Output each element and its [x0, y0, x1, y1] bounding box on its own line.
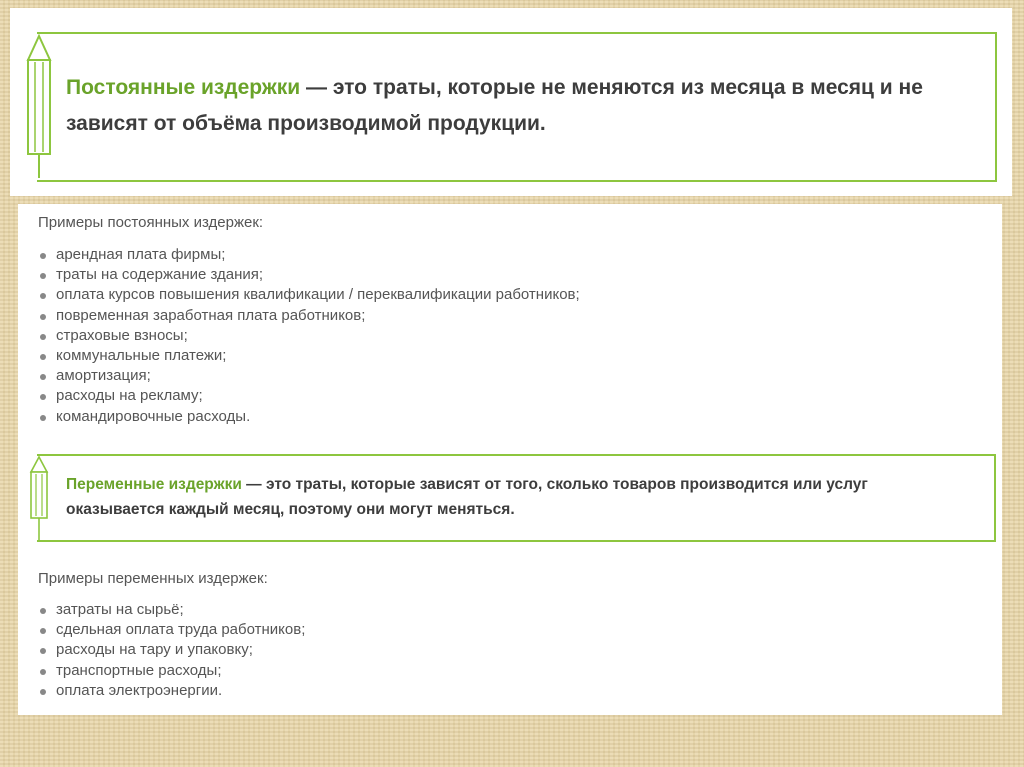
- list-item: расходы на тару и упаковку;: [38, 640, 305, 660]
- pencil-icon: [19, 32, 59, 180]
- list-item: сдельная оплата труда работников;: [38, 620, 305, 640]
- list-item: оплата электроэнергии.: [38, 681, 305, 701]
- list-item: траты на содержание здания;: [38, 265, 580, 285]
- list-item: расходы на рекламу;: [38, 386, 580, 406]
- list-item: арендная плата фирмы;: [38, 245, 580, 265]
- list-item: затраты на сырьё;: [38, 600, 305, 620]
- list-item: амортизация;: [38, 366, 580, 386]
- definition-fixed-text: — это траты, которые не меняются из месяца в месяц и не зависят от объёма производимой продукции.: [66, 76, 923, 135]
- examples-heading-fixed: Примеры постоянных издержек:: [38, 214, 264, 231]
- examples-heading-variable: Примеры переменных издержек:: [38, 570, 268, 587]
- definition-variable-costs: [66, 472, 966, 522]
- term-variable-costs: Переменные издержки: [66, 476, 242, 493]
- term-fixed-costs: Постоянные издержки: [66, 76, 301, 99]
- examples-list-fixed: [38, 245, 580, 427]
- list-item: повременная заработная плата работников;: [38, 306, 580, 326]
- list-item: страховые взносы;: [38, 326, 580, 346]
- definition-fixed-costs: [66, 70, 966, 142]
- examples-list-variable: [38, 600, 305, 701]
- pencil-icon: [26, 454, 52, 542]
- list-item: транспортные расходы;: [38, 661, 305, 681]
- definition-variable-text: — это траты, которые зависят от того, сколько товаров производится или услуг оказывается каждый месяц, поэтому они могут меняться.: [66, 476, 868, 518]
- list-item: коммунальные платежи;: [38, 346, 580, 366]
- list-item: оплата курсов повышения квалификации / переквалификации работников;: [38, 285, 580, 305]
- list-item: командировочные расходы.: [38, 407, 580, 427]
